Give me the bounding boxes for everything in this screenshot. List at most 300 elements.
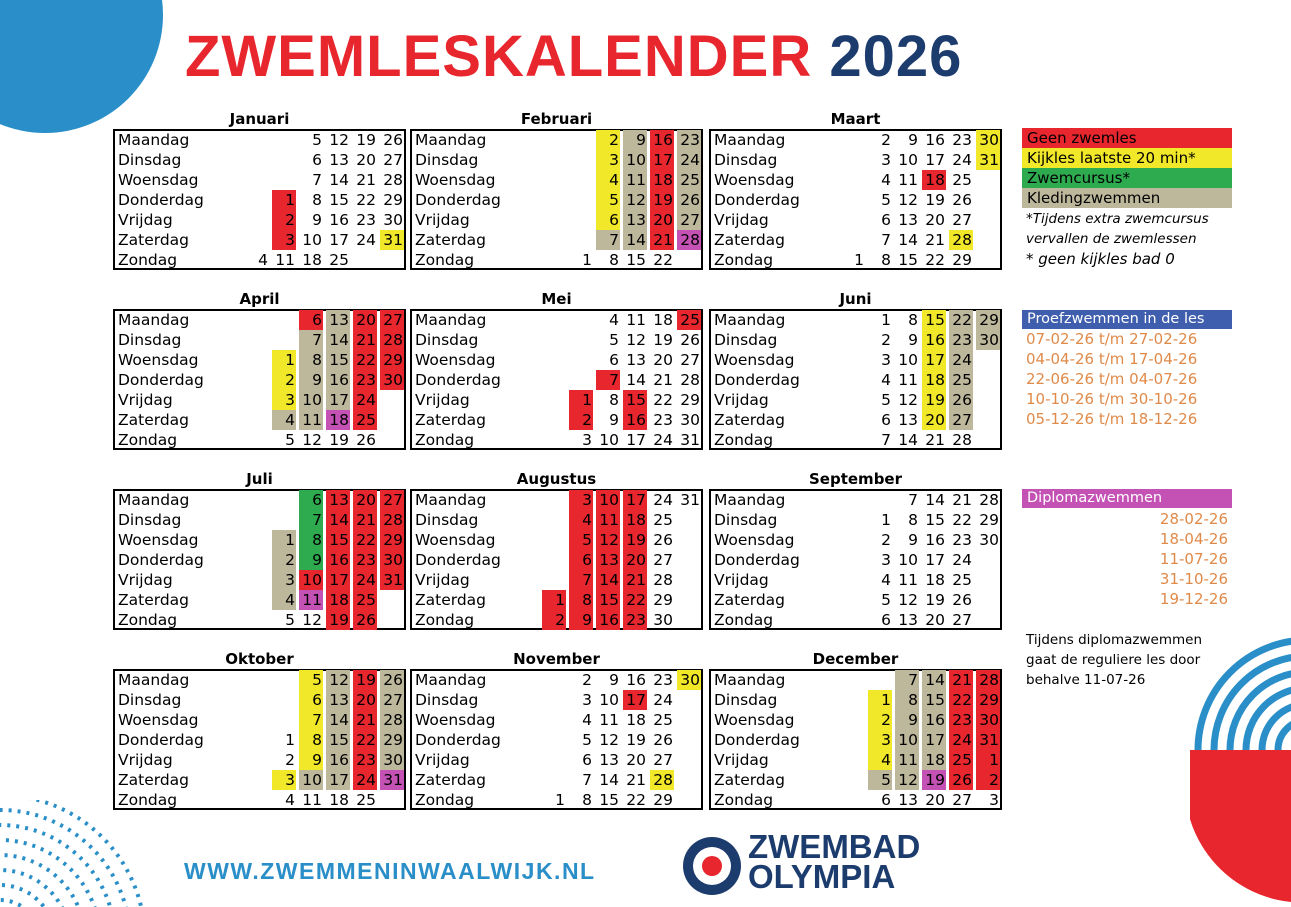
day-cell: 25 xyxy=(653,511,673,529)
day-cell: 2 xyxy=(881,531,891,549)
day-cell: 6 xyxy=(881,791,891,809)
day-cell: 9 xyxy=(908,131,918,149)
day-cell: 15 xyxy=(922,310,946,330)
weekday-row xyxy=(412,770,701,790)
day-cell: 26 xyxy=(677,190,701,210)
weekday-row xyxy=(115,150,404,170)
day-cell: 14 xyxy=(898,431,918,449)
day-cell: 17 xyxy=(925,551,945,569)
weekday-row xyxy=(412,310,701,330)
day-cell: 12 xyxy=(898,591,918,609)
weekday-label: Zondag xyxy=(714,431,774,449)
legend-note-3: * geen kijkles bad 0 xyxy=(1026,250,1175,268)
day-cell: 10 xyxy=(299,390,323,410)
weekday-row xyxy=(412,690,701,710)
day-cell: 21 xyxy=(626,771,646,789)
day-cell: 9 xyxy=(908,331,918,349)
day-cell: 11 xyxy=(626,311,646,329)
day-cell: 18 xyxy=(922,170,946,190)
weekday-row xyxy=(711,750,1000,770)
day-cell: 13 xyxy=(326,490,350,510)
day-cell: 30 xyxy=(976,130,1000,150)
day-cell: 11 xyxy=(898,171,918,189)
day-cell: 21 xyxy=(623,570,647,590)
day-cell: 18 xyxy=(922,750,946,770)
day-cell: 5 xyxy=(881,591,891,609)
day-cell: 3 xyxy=(881,351,891,369)
day-cell: 2 xyxy=(272,210,296,230)
month-name: Augustus xyxy=(516,470,597,488)
day-cell: 27 xyxy=(653,751,673,769)
weekday-label: Vrijdag xyxy=(118,391,173,409)
weekday-label: Woensdag xyxy=(118,171,199,189)
day-cell: 17 xyxy=(326,770,350,790)
day-cell: 2 xyxy=(569,410,593,430)
day-cell: 19 xyxy=(925,191,945,209)
day-cell: 16 xyxy=(650,130,674,150)
month-name: December xyxy=(812,650,899,668)
day-cell: 24 xyxy=(353,390,377,410)
day-cell: 23 xyxy=(677,130,701,150)
day-cell: 5 xyxy=(881,391,891,409)
day-cell: 2 xyxy=(881,331,891,349)
day-cell: 10 xyxy=(623,150,647,170)
page-title xyxy=(185,22,962,92)
weekday-label: Zaterdag xyxy=(415,411,487,429)
day-cell: 3 xyxy=(989,791,999,809)
logo-line-1: ZWEMBAD xyxy=(748,828,921,865)
weekday-label: Woensdag xyxy=(714,351,795,369)
day-cell: 19 xyxy=(922,390,946,410)
weekday-row xyxy=(412,370,701,390)
weekday-row xyxy=(115,610,404,630)
day-cell: 10 xyxy=(302,231,322,249)
day-cell: 2 xyxy=(596,130,620,150)
day-cell: 17 xyxy=(925,151,945,169)
day-cell: 24 xyxy=(653,431,673,449)
month-box xyxy=(113,309,406,450)
month-box xyxy=(709,309,1002,450)
weekday-row xyxy=(115,790,404,810)
weekday-label: Zondag xyxy=(415,791,475,809)
day-cell: 26 xyxy=(653,731,673,749)
weekday-label: Maandag xyxy=(415,131,487,149)
day-cell: 23 xyxy=(653,671,673,689)
day-cell: 25 xyxy=(353,410,377,430)
weekday-row xyxy=(711,610,1000,630)
day-cell: 25 xyxy=(949,370,973,390)
weekday-label: Vrijdag xyxy=(415,211,470,229)
day-cell: 29 xyxy=(383,191,403,209)
day-cell: 8 xyxy=(312,191,322,209)
day-cell: 21 xyxy=(653,371,673,389)
day-cell: 23 xyxy=(353,550,377,570)
day-cell: 26 xyxy=(383,131,403,149)
legend-note-2: vervallen de zwemlessen xyxy=(1026,231,1197,247)
day-cell: 2 xyxy=(976,770,1000,790)
diplomazwemmen-note-2: gaat de reguliere les door xyxy=(1026,652,1201,668)
day-cell: 21 xyxy=(353,330,377,350)
weekday-label: Vrijdag xyxy=(118,571,173,589)
day-cell: 28 xyxy=(979,491,999,509)
day-cell: 14 xyxy=(925,491,945,509)
day-cell: 20 xyxy=(925,791,945,809)
weekday-label: Dinsdag xyxy=(118,151,182,169)
day-cell: 5 xyxy=(881,191,891,209)
weekday-row xyxy=(115,710,404,730)
weekday-row xyxy=(412,530,701,550)
day-cell: 13 xyxy=(898,211,918,229)
day-cell: 28 xyxy=(949,230,973,250)
day-cell: 29 xyxy=(653,791,673,809)
weekday-row xyxy=(412,550,701,570)
day-cell: 18 xyxy=(302,251,322,269)
day-cell: 31 xyxy=(380,230,404,250)
weekday-label: Donderdag xyxy=(415,731,501,749)
weekday-label: Donderdag xyxy=(415,191,501,209)
weekday-row xyxy=(711,790,1000,810)
day-cell: 23 xyxy=(653,411,673,429)
weekday-row xyxy=(412,590,701,610)
weekday-row xyxy=(711,150,1000,170)
day-cell: 7 xyxy=(582,771,592,789)
day-cell: 11 xyxy=(302,791,322,809)
day-cell: 22 xyxy=(925,251,945,269)
day-cell: 14 xyxy=(326,710,350,730)
weekday-label: Zaterdag xyxy=(415,231,487,249)
weekday-label: Zaterdag xyxy=(714,591,786,609)
day-cell: 17 xyxy=(650,150,674,170)
diplomazwemmen-item: 31-10-26 xyxy=(1159,570,1228,588)
day-cell: 27 xyxy=(677,210,701,230)
day-cell: 3 xyxy=(881,151,891,169)
weekday-row xyxy=(711,590,1000,610)
day-cell: 31 xyxy=(976,150,1000,170)
day-cell: 28 xyxy=(650,770,674,790)
month-name: April xyxy=(239,290,280,308)
weekday-label: Woensdag xyxy=(415,351,496,369)
weekday-label: Woensdag xyxy=(714,711,795,729)
day-cell: 26 xyxy=(949,390,973,410)
day-cell: 10 xyxy=(599,691,619,709)
day-cell: 25 xyxy=(653,711,673,729)
day-cell: 1 xyxy=(976,750,1000,770)
weekday-label: Dinsdag xyxy=(415,691,479,709)
weekday-label: Maandag xyxy=(415,311,487,329)
day-cell: 10 xyxy=(898,351,918,369)
day-cell: 17 xyxy=(326,390,350,410)
day-cell: 29 xyxy=(952,251,972,269)
weekday-row xyxy=(115,190,404,210)
weekday-label: Zondag xyxy=(118,791,178,809)
weekday-row xyxy=(711,210,1000,230)
month-box xyxy=(709,669,1002,810)
day-cell: 1 xyxy=(881,511,891,529)
day-cell: 19 xyxy=(626,731,646,749)
day-cell: 5 xyxy=(609,331,619,349)
day-cell: 11 xyxy=(275,251,295,269)
day-cell: 8 xyxy=(299,730,323,750)
day-cell: 2 xyxy=(582,671,592,689)
day-cell: 7 xyxy=(299,330,323,350)
day-cell: 5 xyxy=(299,670,323,690)
weekday-label: Zaterdag xyxy=(415,771,487,789)
day-cell: 29 xyxy=(976,310,1000,330)
proefzwemmen-item: 07-02-26 t/m 27-02-26 xyxy=(1026,330,1198,348)
day-cell: 13 xyxy=(326,690,350,710)
day-cell: 3 xyxy=(582,431,592,449)
day-cell: 22 xyxy=(353,730,377,750)
day-cell: 26 xyxy=(952,591,972,609)
day-cell: 1 xyxy=(555,791,565,809)
day-cell: 20 xyxy=(925,211,945,229)
weekday-label: Maandag xyxy=(118,311,190,329)
month-box xyxy=(113,669,406,810)
day-cell: 12 xyxy=(329,131,349,149)
weekday-label: Zaterdag xyxy=(714,771,786,789)
day-cell: 16 xyxy=(596,610,620,630)
weekday-row xyxy=(412,390,701,410)
weekday-label: Maandag xyxy=(714,311,786,329)
day-cell: 7 xyxy=(596,370,620,390)
weekday-row xyxy=(412,430,701,450)
day-cell: 23 xyxy=(949,710,973,730)
weekday-row xyxy=(711,550,1000,570)
day-cell: 25 xyxy=(677,310,701,330)
day-cell: 19 xyxy=(623,530,647,550)
day-cell: 15 xyxy=(326,350,350,370)
day-cell: 1 xyxy=(854,251,864,269)
day-cell: 4 xyxy=(881,571,891,589)
day-cell: 10 xyxy=(596,490,620,510)
legend-geen-zwemles: Geen zwemles xyxy=(1022,128,1232,148)
day-cell: 20 xyxy=(650,210,674,230)
day-cell: 9 xyxy=(299,370,323,390)
day-cell: 15 xyxy=(898,251,918,269)
weekday-row xyxy=(711,130,1000,150)
legend-zwemcursus: Zwemcursus* xyxy=(1022,168,1232,188)
month-name: Oktober xyxy=(225,650,294,668)
weekday-row xyxy=(711,690,1000,710)
weekday-row xyxy=(412,670,701,690)
weekday-row xyxy=(412,130,701,150)
logo-line-2: OLYMPIA xyxy=(748,858,896,895)
day-cell: 27 xyxy=(653,551,673,569)
day-cell: 16 xyxy=(326,750,350,770)
day-cell: 25 xyxy=(952,171,972,189)
weekday-row xyxy=(115,670,404,690)
month-name: Januari xyxy=(229,110,290,128)
weekday-label: Maandag xyxy=(415,491,487,509)
day-cell: 27 xyxy=(952,211,972,229)
weekday-label: Woensdag xyxy=(714,531,795,549)
day-cell: 16 xyxy=(922,330,946,350)
day-cell: 15 xyxy=(326,530,350,550)
month-box xyxy=(410,669,703,810)
day-cell: 17 xyxy=(626,431,646,449)
day-cell: 14 xyxy=(326,330,350,350)
day-cell: 19 xyxy=(356,131,376,149)
day-cell: 12 xyxy=(898,191,918,209)
day-cell: 4 xyxy=(258,251,268,269)
weekday-label: Zaterdag xyxy=(714,231,786,249)
weekday-row xyxy=(412,150,701,170)
day-cell: 22 xyxy=(952,511,972,529)
day-cell: 9 xyxy=(609,671,619,689)
day-cell: 16 xyxy=(326,370,350,390)
day-cell: 30 xyxy=(380,550,404,570)
day-cell: 18 xyxy=(650,170,674,190)
day-cell: 26 xyxy=(353,610,377,630)
weekday-label: Maandag xyxy=(118,491,190,509)
day-cell: 30 xyxy=(976,710,1000,730)
weekday-row xyxy=(115,210,404,230)
day-cell: 5 xyxy=(569,530,593,550)
day-cell: 25 xyxy=(952,571,972,589)
day-cell: 26 xyxy=(356,431,376,449)
weekday-row xyxy=(711,330,1000,350)
day-cell: 15 xyxy=(626,251,646,269)
weekday-row xyxy=(412,570,701,590)
day-cell: 13 xyxy=(326,310,350,330)
weekday-label: Zondag xyxy=(415,251,475,269)
day-cell: 20 xyxy=(623,550,647,570)
day-cell: 9 xyxy=(299,550,323,570)
weekday-label: Woensdag xyxy=(714,171,795,189)
day-cell: 30 xyxy=(976,330,1000,350)
day-cell: 16 xyxy=(626,671,646,689)
day-cell: 1 xyxy=(569,390,593,410)
day-cell: 4 xyxy=(609,311,619,329)
day-cell: 23 xyxy=(353,370,377,390)
day-cell: 28 xyxy=(383,171,403,189)
weekday-label: Donderdag xyxy=(714,191,800,209)
website-link[interactable]: WWW.ZWEMMENINWAALWIJK.NL xyxy=(184,858,596,884)
day-cell: 27 xyxy=(380,310,404,330)
day-cell: 20 xyxy=(356,151,376,169)
day-cell: 4 xyxy=(868,750,892,770)
day-cell: 6 xyxy=(299,310,323,330)
diplomazwemmen-heading: Diplomazwemmen xyxy=(1022,489,1232,508)
month-name: September xyxy=(809,470,902,488)
zwembad-olympia-logo xyxy=(682,828,962,900)
day-cell: 25 xyxy=(677,170,701,190)
day-cell: 19 xyxy=(653,331,673,349)
day-cell: 3 xyxy=(272,570,296,590)
weekday-label: Dinsdag xyxy=(415,511,479,529)
weekday-label: Vrijdag xyxy=(415,751,470,769)
weekday-label: Donderdag xyxy=(714,371,800,389)
day-cell: 19 xyxy=(922,770,946,790)
day-cell: 3 xyxy=(868,730,892,750)
weekday-label: Woensdag xyxy=(415,531,496,549)
weekday-row xyxy=(115,230,404,250)
day-cell: 1 xyxy=(582,251,592,269)
day-cell: 28 xyxy=(952,431,972,449)
weekday-row xyxy=(115,350,404,370)
diplomazwemmen-item: 11-07-26 xyxy=(1159,550,1228,568)
day-cell: 14 xyxy=(922,670,946,690)
day-cell: 9 xyxy=(312,211,322,229)
weekday-row xyxy=(412,610,701,630)
day-cell: 18 xyxy=(925,571,945,589)
day-cell: 3 xyxy=(582,691,592,709)
day-cell: 21 xyxy=(356,171,376,189)
day-cell: 13 xyxy=(898,791,918,809)
day-cell: 30 xyxy=(680,411,700,429)
day-cell: 12 xyxy=(302,431,322,449)
weekday-label: Donderdag xyxy=(118,551,204,569)
day-cell: 1 xyxy=(881,311,891,329)
weekday-row xyxy=(711,370,1000,390)
weekday-label: Zondag xyxy=(714,611,774,629)
day-cell: 27 xyxy=(380,490,404,510)
day-cell: 23 xyxy=(952,131,972,149)
weekday-row xyxy=(115,490,404,510)
day-cell: 14 xyxy=(596,570,620,590)
day-cell: 12 xyxy=(623,190,647,210)
day-cell: 24 xyxy=(677,150,701,170)
day-cell: 15 xyxy=(922,690,946,710)
day-cell: 20 xyxy=(353,690,377,710)
day-cell: 17 xyxy=(329,231,349,249)
day-cell: 31 xyxy=(380,570,404,590)
weekday-label: Donderdag xyxy=(118,191,204,209)
day-cell: 18 xyxy=(329,791,349,809)
day-cell: 11 xyxy=(299,410,323,430)
weekday-label: Zaterdag xyxy=(714,411,786,429)
day-cell: 24 xyxy=(952,151,972,169)
weekday-row xyxy=(711,530,1000,550)
weekday-row xyxy=(711,230,1000,250)
weekday-row xyxy=(711,510,1000,530)
weekday-label: Vrijdag xyxy=(118,211,173,229)
day-cell: 3 xyxy=(569,490,593,510)
day-cell: 17 xyxy=(623,490,647,510)
weekday-label: Zondag xyxy=(118,431,178,449)
weekday-row xyxy=(711,490,1000,510)
weekday-row xyxy=(711,190,1000,210)
day-cell: 1 xyxy=(272,530,296,550)
day-cell: 9 xyxy=(908,531,918,549)
weekday-row xyxy=(711,710,1000,730)
day-cell: 30 xyxy=(677,670,701,690)
weekday-row xyxy=(711,570,1000,590)
day-cell: 17 xyxy=(922,730,946,750)
day-cell: 10 xyxy=(599,431,619,449)
day-cell: 12 xyxy=(898,391,918,409)
day-cell: 5 xyxy=(582,731,592,749)
day-cell: 20 xyxy=(353,490,377,510)
day-cell: 13 xyxy=(596,550,620,570)
day-cell: 7 xyxy=(312,171,322,189)
day-cell: 24 xyxy=(952,551,972,569)
day-cell: 7 xyxy=(895,670,919,690)
day-cell: 6 xyxy=(609,351,619,369)
logo-text xyxy=(748,828,921,895)
arcs-decoration xyxy=(1190,590,1291,907)
dots-decoration xyxy=(0,800,160,907)
day-cell: 30 xyxy=(653,611,673,629)
weekday-label: Woensdag xyxy=(415,711,496,729)
day-cell: 6 xyxy=(582,751,592,769)
day-cell: 6 xyxy=(569,550,593,570)
weekday-row xyxy=(412,350,701,370)
weekday-label: Vrijdag xyxy=(714,571,769,589)
day-cell: 3 xyxy=(272,230,296,250)
day-cell: 24 xyxy=(949,350,973,370)
day-cell: 8 xyxy=(895,690,919,710)
